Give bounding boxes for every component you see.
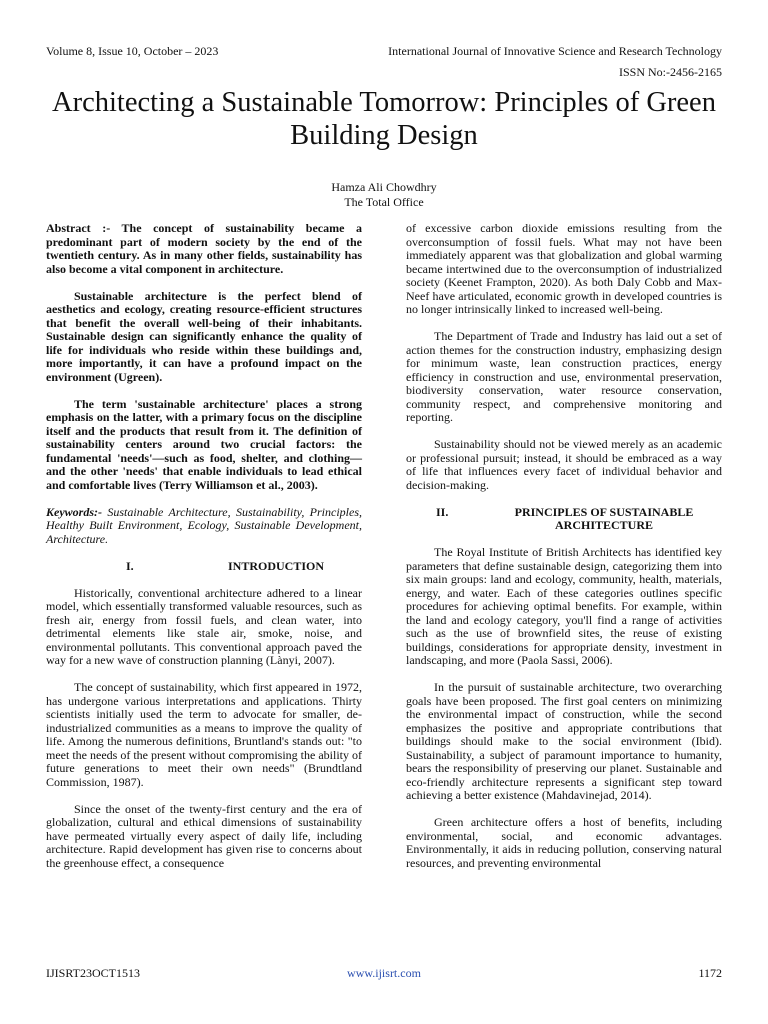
- issn: ISSN No:-2456-2165: [618, 65, 722, 79]
- right-paragraph-5: In the pursuit of sustainable architecture, two overarching goals have been proposed. The first goal centers on minimizing the environmental impact of construction, while the second emphasizes the positive and appropriate contributions that buildings should make to the social environment (Ibid). Sustainability, a subject of paramount importance to humanity, bears the responsibility of preserving our planet. Sustainable and eco-friendly architecture represents a significant step toward achieving a better existence (Mahdavinejad, 2014).: [406, 680, 722, 802]
- intro-paragraph-1: Historically, conventional architecture adhered to a linear model, which essentially transformed valuable resources, such as fresh air, energy from fossil fuels, and clean water, into detrimental elements like stale air, smoke, noise, and environmental pollutants. This conventional approach paved the way for a new wave of construction planning (Lànyi, 2007).: [46, 585, 362, 667]
- right-column: [406, 222, 722, 884]
- author-name: Hamza Ali Chowdhry: [331, 180, 437, 194]
- section-number: I.: [126, 558, 134, 573]
- abstract-paragraph-3: The term 'sustainable architecture' places a strong emphasis on the latter, with a primary focus on the discipline itself and the products that result from it. The definition of sustainability centers around two crucial factors: the fundamental 'needs'—such as food, shelter, and clothing—and the other 'needs' that enable individuals to lead ethical and comfortable lives (Terry Williamson et al., 2003).: [46, 396, 362, 492]
- keywords-text: Sustainable Architecture, Sustainability, Principles, Healthy Built Environment, Ecology, Sustainable Development, Architecture.: [46, 504, 363, 546]
- journal-name: International Journal of Innovative Science and Research Technology: [388, 44, 722, 58]
- right-paragraph-3: Sustainability should not be viewed merely as an academic or professional pursuit; instead, it should be embraced as a way of life that influences every facet of individual behavior and decision-making.: [406, 437, 722, 492]
- left-column: [46, 222, 362, 884]
- section-heading-principles: [406, 506, 722, 533]
- keywords: [46, 506, 362, 547]
- paper-id: IJISRT23OCT1513: [46, 966, 140, 980]
- journal-url-link[interactable]: www.ijisrt.com: [347, 966, 421, 980]
- paper-title: Architecting a Sustainable Tomorrow: Principles of Green Building Design: [52, 87, 716, 151]
- abstract-paragraph-2: Sustainable architecture is the perfect blend of aesthetics and ecology, creating resource-efficient structures that benefit the overall well-being of their inhabitants. Sustainable design can significantly enhance the quality of life for individuals who reside within these buildings and, more importantly, it can have a profound impact on the environment (Ugreen).: [46, 288, 362, 384]
- section-heading-introduction: [46, 560, 362, 574]
- author-affiliation: The Total Office: [344, 195, 424, 209]
- right-paragraph-6: Green architecture offers a host of benefits, including environmental, social, and economic advantages. Environmentally, it aids in reducing pollution, conserving natural resources, and preventing environmental: [406, 815, 722, 870]
- intro-paragraph-2: The concept of sustainability, which first appeared in 1972, has undergone various interpretations and applications. Thirty scientists initially used the term to advocate for smaller, de-industrialized communities as a means to improve the quality of life. Among the numerous definitions, Bruntland's stands out: "to meet the needs of the present without compromising the ability of future generations to meet their own needs" (Brundtland Commission, 1987).: [46, 680, 362, 789]
- section-number: II.: [436, 504, 449, 519]
- author-block: [0, 180, 768, 210]
- right-paragraph-1: of excessive carbon dioxide emissions resulting from the overconsumption of fossil fuels. What may not have been immediately apparent was that globalization and global warming became intertwined due to the overconsumption of industrialized society (Keenet Frampton, 2020). As both Daly Cobb and Max-Neef have articulated, economic growth in developed countries is no longer intrinsically linked to increased well-being.: [406, 221, 722, 316]
- section-title: INTRODUCTION: [227, 558, 324, 573]
- intro-paragraph-3: Since the onset of the twenty-first century and the era of globalization, cultural and ethical dimensions of sustainability have permeated virtually every aspect of daily life, including architecture. Rapid development has given rise to concerns about the greenhouse effect, a consequence: [46, 801, 362, 870]
- volume-info: Volume 8, Issue 10, October – 2023: [46, 44, 219, 58]
- keywords-label: Keywords:-: [46, 504, 102, 519]
- section-title: PRINCIPLES OF SUSTAINABLE ARCHITECTURE: [514, 504, 694, 532]
- right-paragraph-4: The Royal Institute of British Architects has identified key parameters that define sustainable design, categorizing them into six main groups: land and ecology, community, health, materials, energy, and water. Each of these categories outlines specific procedures for achieving optimal benefits. For example, within the land and ecology category, you'll find a range of activities such as the use of brownfield sites, the reuse of existing buildings, considerations for appropriate density, investment in landscaping, and more (Paola Sassi, 2006).: [406, 545, 722, 667]
- right-paragraph-2: The Department of Trade and Industry has laid out a set of action themes for the construction industry, emphasizing design for minimum waste, lean construction practices, energy efficiency in construction and use, environmental preservation, biodiversity conservation, water resource conservation, community respect, and comprehensive monitoring and reporting.: [406, 329, 722, 424]
- page-number: 1172: [698, 966, 722, 980]
- abstract-paragraph-1: Abstract :- The concept of sustainability became a predominant part of modern society by the end of the twentieth century. As in many other fields, sustainability has also become a vital component in architecture.: [46, 221, 362, 276]
